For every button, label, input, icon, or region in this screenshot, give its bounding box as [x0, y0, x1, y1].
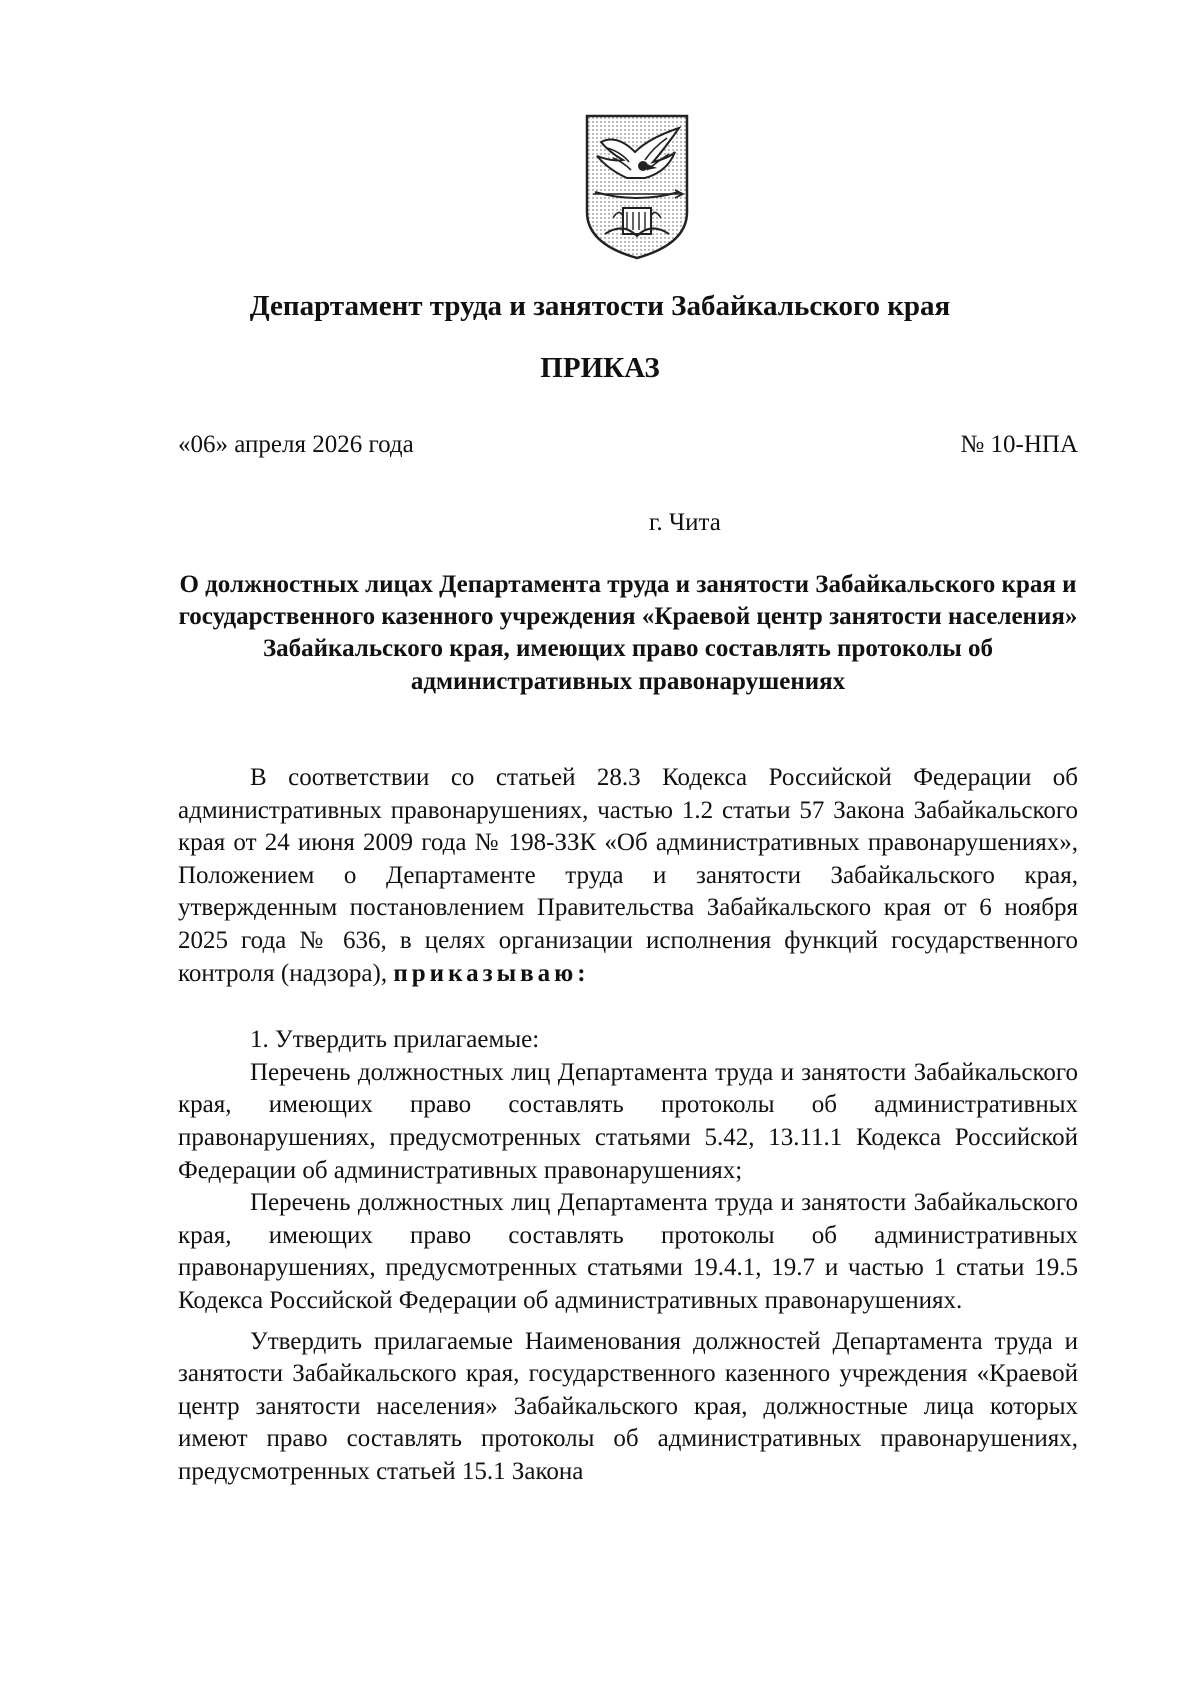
order-number: № 10-НПА: [960, 431, 1078, 458]
order-subject: О должностных лицах Департамента труда и занятости Забайкальского края и государственного казенного учреждения «Краевой центр занятости населения» Забайкальского края, имеющих право составлять протоколы об административных правонарушениях: [178, 571, 1078, 695]
paragraph-2: Утвердить прилагаемые Наименования должностей Департамента труда и занятости Забайкальского края, государственного казенного учреждения «Краевой центр занятости населения» Забайкальского края, должностные лица которых имеют право составлять протоколы об административных правонарушениях, предусмотренных статьей 15.1 Закона: [178, 1327, 1078, 1485]
order-date: «06» апреля 2026 года: [178, 431, 414, 458]
date-number-line: [178, 428, 1078, 462]
coat-of-arms-icon: [583, 112, 691, 262]
order-body: [178, 762, 1078, 1488]
item-1: 1. Утвердить прилагаемые:: [250, 1026, 540, 1054]
preamble-paragraph: [178, 762, 1078, 990]
list-item-2: Перечень должностных лиц Департамента труда и занятости Забайкальского края, имеющих право составлять протоколы об административных правонарушениях, предусмотренных статьями 19.4.1, 19.7 и частью 1 статьи 19.5 Кодекса Российской Федерации об административных правонарушениях.: [178, 1189, 1078, 1314]
decree-word: приказываю:: [393, 959, 590, 987]
order-title: ПРИКАЗ: [540, 352, 660, 384]
list-item-1: Перечень должностных лиц Департамента труда и занятости Забайкальского края, имеющих право составлять протоколы об административных правонарушениях, предусмотренных статьями 5.42, 13.11.1 Кодекса Российской Федерации об административных правонарушениях;: [178, 1058, 1078, 1184]
preamble-text: В соответствии со статьей 28.3 Кодекса Российской Федерации об административных правонарушениях, частью 1.2 статьи 57 Закона Забайкальского края от 24 июня 2009 года № 198-ЗЗК «Об административных правонарушениях», Положением о Департаменте труда и занятости Забайкальского края, утвержденным постановлением Правительства Забайкальского края от 6 ноября 2025 года № 636, в целях организации исполнения функций государственного контроля (надзора),: [178, 764, 1078, 987]
order-city: г. Чита: [649, 509, 721, 536]
department-title: Департамент труда и занятости Забайкальского края: [249, 290, 951, 322]
